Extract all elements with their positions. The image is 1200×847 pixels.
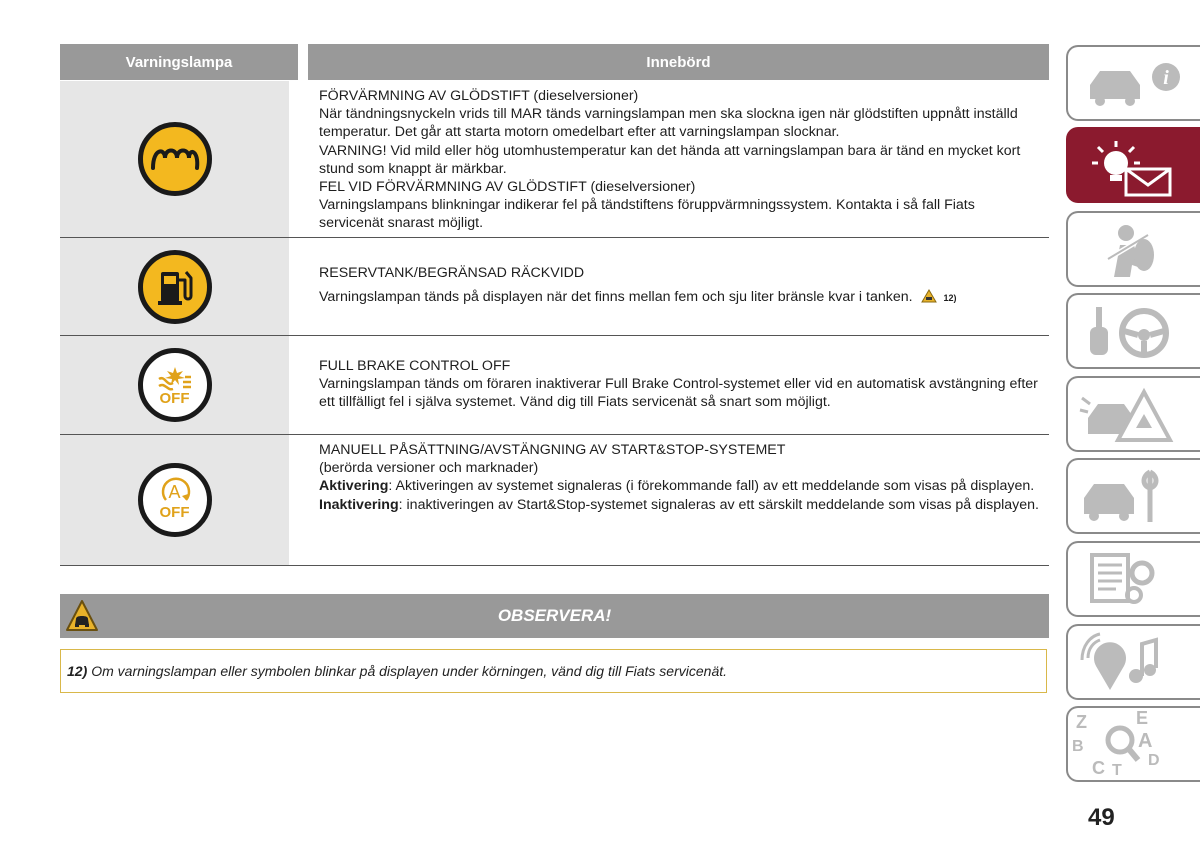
table-row — [60, 435, 1049, 566]
footnote-ref[interactable]: 12) — [943, 293, 957, 304]
row-description: FULL BRAKE CONTROL OFF Varningslampan tänds om föraren inaktiverar Full Brake Control-systemet eller vid en automatisk avstängning efter ett tillfälligt fel i själva systemet. Vänd dig till Fiats servicenät så snart som möjligt. — [319, 357, 1041, 412]
tab-emergency[interactable] — [1066, 376, 1200, 452]
auto-letter: A — [168, 482, 181, 502]
start-stop-off-icon — [138, 463, 212, 537]
index-letter: D — [1148, 752, 1160, 769]
glow-plug-icon — [138, 122, 212, 196]
index-letter: T — [1112, 762, 1122, 779]
index-letter: Z — [1076, 712, 1087, 732]
svg-text:i: i — [1163, 67, 1169, 89]
index-letter: E — [1136, 708, 1149, 728]
tab-safety[interactable] — [1066, 211, 1200, 287]
observe-note — [60, 649, 1047, 693]
row-title: MANUELL PÅSÄTTNING/AVSTÄNGNING AV START&STOP-SYSTEMET — [319, 442, 786, 458]
off-label: OFF — [159, 389, 190, 407]
car-maintenance-icon — [1078, 466, 1188, 528]
tab-index[interactable] — [1066, 706, 1200, 782]
row-title: FULL BRAKE CONTROL OFF — [319, 358, 511, 374]
tab-starting-driving[interactable] — [1066, 293, 1200, 369]
table-row — [60, 238, 1049, 336]
off-label: OFF — [159, 504, 190, 521]
fuel-pump-icon — [138, 250, 212, 324]
column-header-meaning: Innebörd — [308, 44, 1049, 80]
index-letter: B — [1072, 738, 1084, 755]
table-row — [60, 336, 1049, 435]
row-description: MANUELL PÅSÄTTNING/AVSTÄNGNING AV START&STOP-SYSTEMET (berörda versioner och marknader) Aktivering: Aktiveringen av systemet signaleras (i förekommande fall) av ett meddelande som visas på displayen. Inaktivering: inaktiveringen av Start&Stop-systemet signaleras av ett särskilt meddelande som visas på displayen. — [319, 441, 1041, 514]
observe-title: OBSERVERA! — [497, 606, 612, 625]
tab-warning-lights[interactable] — [1066, 127, 1200, 203]
technical-data-icon — [1078, 549, 1188, 611]
airbag-safety-icon — [1078, 219, 1188, 281]
column-header-warning-lamp: Varningslampa — [60, 44, 298, 80]
key-steering-wheel-icon — [1078, 301, 1188, 363]
warning-light-message-icon — [1078, 135, 1188, 197]
tab-multimedia[interactable] — [1066, 624, 1200, 700]
observe-banner — [60, 594, 1049, 638]
tab-car-info[interactable] — [1066, 45, 1200, 121]
tab-technical-data[interactable] — [1066, 541, 1200, 617]
row-title: RESERVTANK/BEGRÄNSAD RÄCKVIDD — [319, 265, 585, 281]
row-description: FÖRVÄRMNING AV GLÖDSTIFT (dieselversioner) När tändningsnyckeln vrids till MAR tänds varningslampan men ska slockna igen när glödstiften uppnått inställd temperatur. Det går att starta motorn omedelbart efter att varningslampan slocknar. VARNING! Vid mild eller hög utomhustemperatur kan det hända att varningslampan bara är tänd en mycket kort stund som knappt är märkbar. FEL VID FÖRVÄRMNING AV GLÖDSTIFT (dieselversioner) Varningslampans blinkningar indikerar fel på tändstiftens föruppvärmningssystem. Kontakta i så fall Fiats servicenät snarast möjligt. — [319, 87, 1041, 233]
row-description: RESERVTANK/BEGRÄNSAD RÄCKVIDD Varningslampan tänds på displayen när det finns mellan fem och sju liter bränsle kvar i tanken. 12) — [319, 264, 1041, 307]
note-ref: 12) — [67, 663, 88, 679]
row-title: FÖRVÄRMNING AV GLÖDSTIFT (dieselversioner) — [319, 88, 639, 104]
note-text: Om varningslampan eller symbolen blinkar på displayen under körningen, vänd dig till Fiats servicenät. — [91, 663, 728, 679]
car-emergency-icon — [1078, 384, 1188, 446]
car-info-icon — [1078, 53, 1188, 115]
index-letter: C — [1092, 758, 1105, 778]
full-brake-control-off-icon — [138, 348, 212, 422]
page-number: 49 — [1088, 804, 1115, 831]
warning-triangle-icon — [921, 289, 937, 303]
index-letter: A — [1138, 730, 1153, 752]
tab-maintenance[interactable] — [1066, 458, 1200, 534]
multimedia-icon — [1078, 632, 1188, 694]
table-row — [60, 81, 1049, 238]
